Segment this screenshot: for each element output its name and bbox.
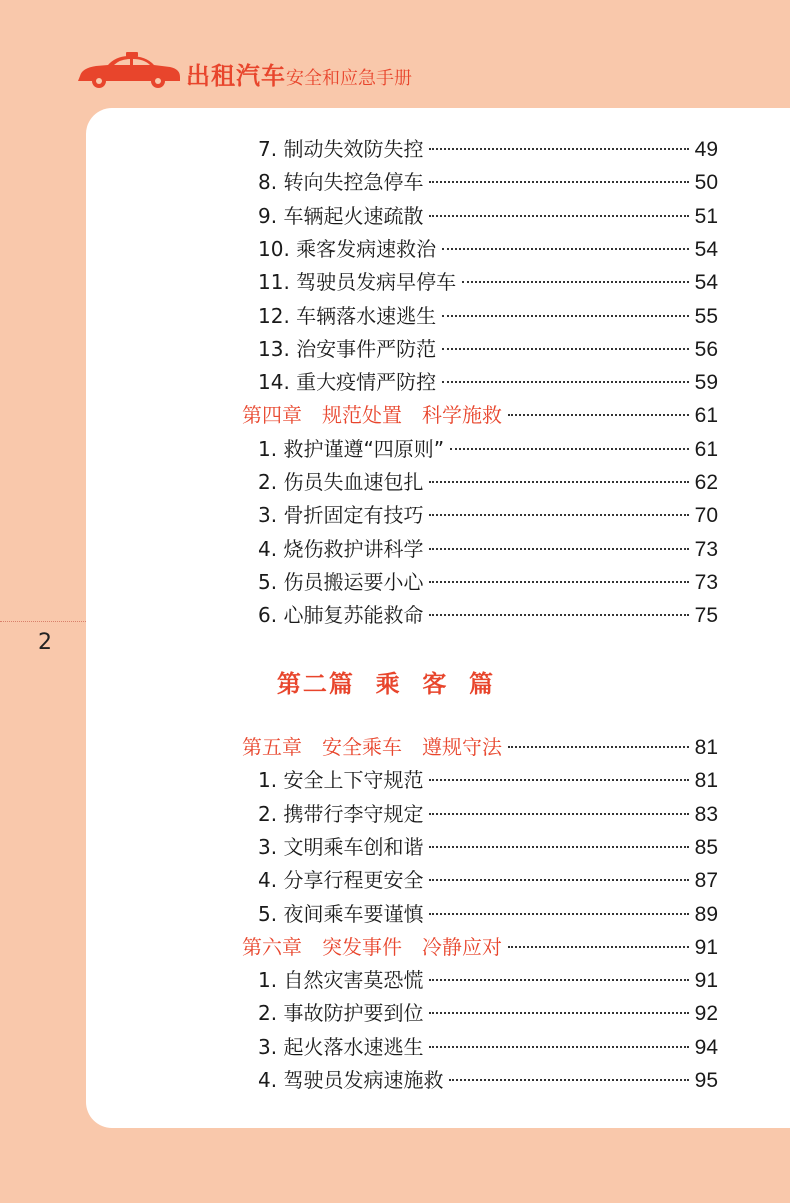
toc-entry-page: 87 (694, 869, 718, 893)
toc-entry (258, 267, 718, 297)
toc-entry-label: 1. 自然灾害莫恐慌 (258, 968, 424, 993)
toc-entry (258, 301, 718, 331)
toc-entry (258, 201, 718, 231)
toc-entry-label: 1. 救护谨遵“四原则” (258, 436, 445, 461)
toc-entry (258, 367, 718, 397)
toc-entry-label: 11. 驾驶员发病早停车 (258, 270, 457, 295)
dot-leader (449, 1079, 688, 1081)
book-title-sub: 安全和应急手册 (286, 68, 412, 89)
toc-entry-page: 73 (694, 537, 718, 561)
toc-entry-page: 49 (694, 138, 718, 161)
dot-leader (429, 181, 688, 183)
dot-leader (442, 381, 688, 383)
toc-entry (258, 965, 718, 995)
dot-leader (429, 614, 688, 616)
toc-entry-page: 56 (694, 337, 718, 361)
dot-leader (429, 846, 688, 848)
toc-entry-page: 61 (694, 437, 718, 461)
dot-leader (442, 315, 688, 317)
toc-entry (258, 434, 718, 464)
toc-entry-label: 4. 驾驶员发病速施救 (258, 1068, 444, 1092)
dot-leader (429, 979, 688, 981)
toc-entry-label: 3. 文明乘车创和谐 (258, 834, 424, 859)
toc-entry-label: 10. 乘客发病速救治 (258, 236, 437, 261)
dot-leader (429, 879, 688, 881)
toc-entry-label: 4. 分享行程更安全 (258, 868, 424, 893)
toc-entry (258, 600, 718, 630)
dot-leader (462, 281, 688, 283)
part-heading: 第二篇 乘 客 篇 (276, 670, 496, 698)
toc-entry-label: 第六章 突发事件 冷静应对 (242, 934, 502, 959)
dot-leader (450, 448, 688, 450)
dot-leader (429, 514, 688, 516)
toc-entry (258, 998, 718, 1028)
dot-leader (429, 913, 688, 915)
dot-leader (508, 946, 689, 948)
toc-entry-label: 7. 制动失效防失控 (258, 137, 424, 161)
toc-entry-page: 73 (694, 570, 718, 594)
toc-entry-page: 75 (694, 604, 718, 628)
dot-leader (429, 548, 688, 550)
margin-divider (0, 621, 86, 622)
dot-leader (429, 148, 688, 150)
toc-entry-label: 5. 夜间乘车要谨慎 (258, 901, 424, 926)
dot-leader (429, 813, 688, 815)
toc-entry-page: 81 (694, 769, 718, 793)
toc-entry-page: 85 (694, 835, 718, 859)
page-number: 2 (38, 630, 52, 655)
toc-entry (258, 234, 718, 264)
toc-entry-page: 81 (694, 736, 718, 759)
toc-entry (258, 765, 718, 795)
toc-entry-page: 91 (694, 969, 718, 993)
toc-entry (258, 865, 718, 895)
toc-entry (258, 799, 718, 829)
dot-leader (508, 746, 689, 748)
toc-chapter (242, 732, 718, 762)
book-title (186, 56, 412, 91)
toc-entry (258, 500, 718, 530)
toc-entry-page: 83 (694, 802, 718, 826)
toc-entry-page: 55 (694, 304, 718, 328)
toc-entry-page: 61 (694, 404, 718, 428)
toc-entry (258, 899, 718, 929)
toc-entry (258, 334, 718, 364)
dot-leader (429, 581, 688, 583)
toc-entry (258, 1032, 718, 1062)
dot-leader (429, 215, 688, 217)
toc-entry-label: 3. 骨折固定有技巧 (258, 503, 424, 528)
toc-entry-label: 8. 转向失控急停车 (258, 170, 424, 195)
toc-chapter (242, 932, 718, 962)
dot-leader (429, 779, 688, 781)
toc-entry-page: 51 (694, 204, 718, 228)
toc-entry-label: 2. 伤员失血速包扎 (258, 470, 424, 494)
dot-leader (429, 1046, 688, 1048)
toc-entry-label: 第五章 安全乘车 遵规守法 (242, 735, 502, 759)
toc-entry (258, 832, 718, 862)
page-header (0, 0, 790, 110)
toc-entry (258, 534, 718, 564)
toc-entry-page: 94 (694, 1035, 718, 1059)
toc-entry-page: 54 (694, 237, 718, 261)
toc-chapter (242, 400, 718, 430)
toc-entry-page: 70 (694, 504, 718, 528)
toc-entry-label: 第四章 规范处置 科学施救 (242, 403, 502, 428)
toc-entry-page: 50 (694, 171, 718, 195)
toc-entry-page: 59 (694, 371, 718, 395)
toc-entry-label: 9. 车辆起火速疏散 (258, 203, 424, 228)
dot-leader (429, 1012, 688, 1014)
toc-entry-label: 2. 携带行李守规定 (258, 801, 424, 826)
toc-entry (258, 567, 718, 597)
toc-entry-page: 54 (694, 271, 718, 295)
dot-leader (442, 348, 688, 350)
toc-entry (258, 167, 718, 197)
toc-entry (258, 467, 718, 497)
book-title-main: 出租汽车 (186, 62, 286, 90)
toc-entry (258, 1065, 718, 1095)
toc-entry-page: 91 (694, 935, 718, 959)
toc-entry-page: 95 (694, 1069, 718, 1092)
toc-entry-label: 12. 车辆落水速逃生 (258, 303, 437, 328)
dot-leader (429, 481, 688, 483)
dot-leader (508, 414, 689, 416)
toc-entry-label: 14. 重大疫情严防控 (258, 370, 437, 395)
dot-leader (442, 248, 688, 250)
toc-entry-page: 62 (694, 471, 718, 494)
toc-entry-label: 3. 起火落水速逃生 (258, 1034, 424, 1059)
taxi-car-icon (74, 50, 184, 92)
toc-entry-label: 13. 治安事件严防范 (258, 336, 437, 361)
toc-entry-label: 2. 事故防护要到位 (258, 1001, 424, 1026)
toc-entry-label: 5. 伤员搬运要小心 (258, 569, 424, 594)
toc-entry-label: 1. 安全上下守规范 (258, 768, 424, 793)
toc-entry-label: 6. 心肺复苏能救命 (258, 603, 424, 628)
toc-entry (258, 134, 718, 164)
toc-entry-page: 92 (694, 1002, 718, 1026)
toc-entry-label: 4. 烧伤救护讲科学 (258, 536, 424, 561)
toc-entry-page: 89 (694, 902, 718, 926)
